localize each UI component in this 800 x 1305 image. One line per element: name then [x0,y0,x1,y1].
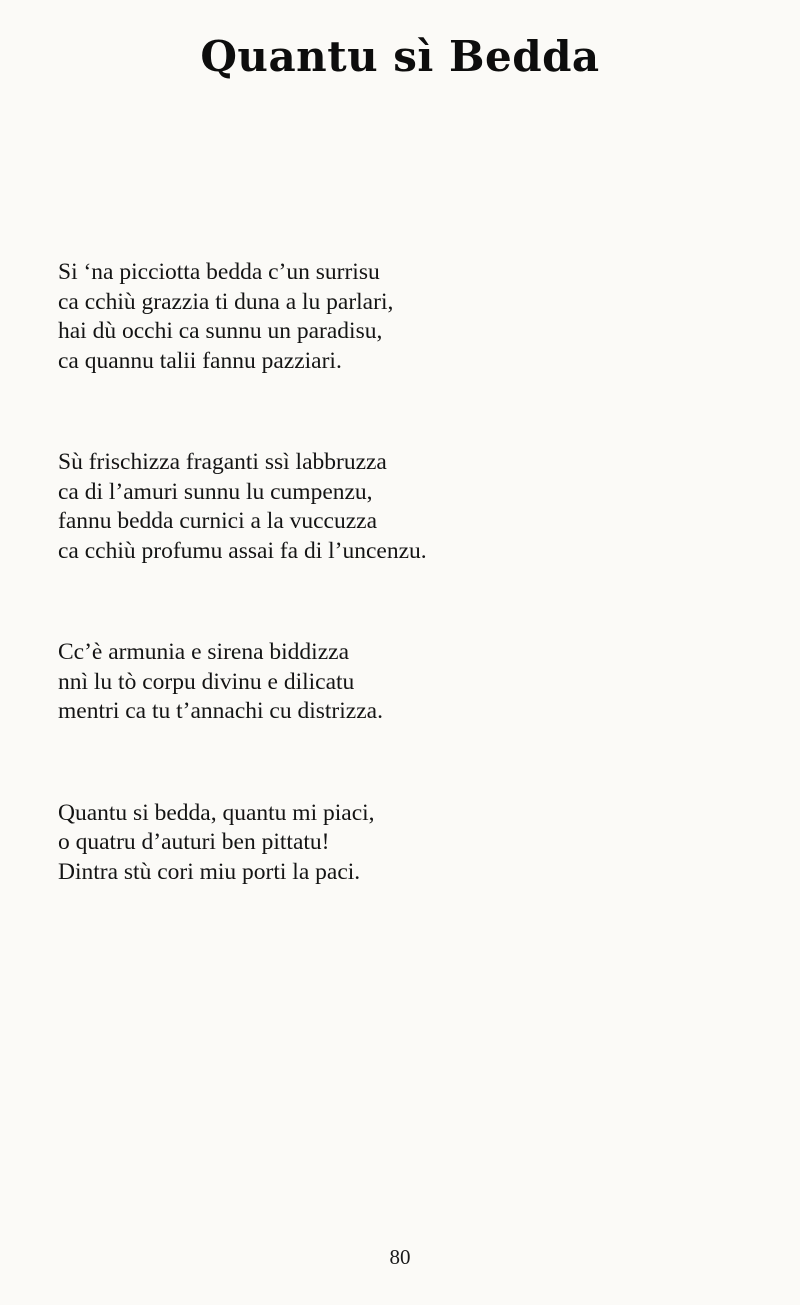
poem-line: ca cchiù grazzia ti duna a lu parlari, [58,288,394,315]
poem-line: o quatru d’auturi ben pittatu! [58,829,330,855]
poem-line: mentri ca tu t’annachi cu distrizza. [58,698,383,724]
stanza-4 [58,799,758,888]
poem-line: ca cchiù profumu assai fa di l’uncenzu. [58,537,427,564]
poem-line: Quantu si bedda, quantu mi piaci, [58,799,375,826]
poem-line: Si ‘na picciotta bedda c’un surrisu [58,259,380,285]
poem-line: nnì lu tò corpu divinu e dilicatu [58,668,355,695]
poem-body [58,258,758,959]
poem-line: ca di l’amuri sunnu lu cumpenzu, [58,478,373,505]
stanza-3 [58,638,758,727]
poem-line: Cc’è armunia e sirena biddizza [58,639,349,665]
stanza-1 [58,258,758,376]
poem-line: Sù frischizza fraganti ssì labbruzza [58,449,387,475]
poem-line: ca quannu talii fannu pazziari. [58,347,342,374]
poem-title: Quantu sì Bedda [200,32,600,81]
poem-line: fannu bedda curnici a la vuccuzza [58,508,378,534]
page-number: 80 [389,1245,411,1269]
poem-line: Dintra stù cori miu porti la paci. [58,858,361,885]
stanza-2 [58,448,758,566]
poem-line: hai dù occhi ca sunnu un paradisu, [58,318,383,344]
